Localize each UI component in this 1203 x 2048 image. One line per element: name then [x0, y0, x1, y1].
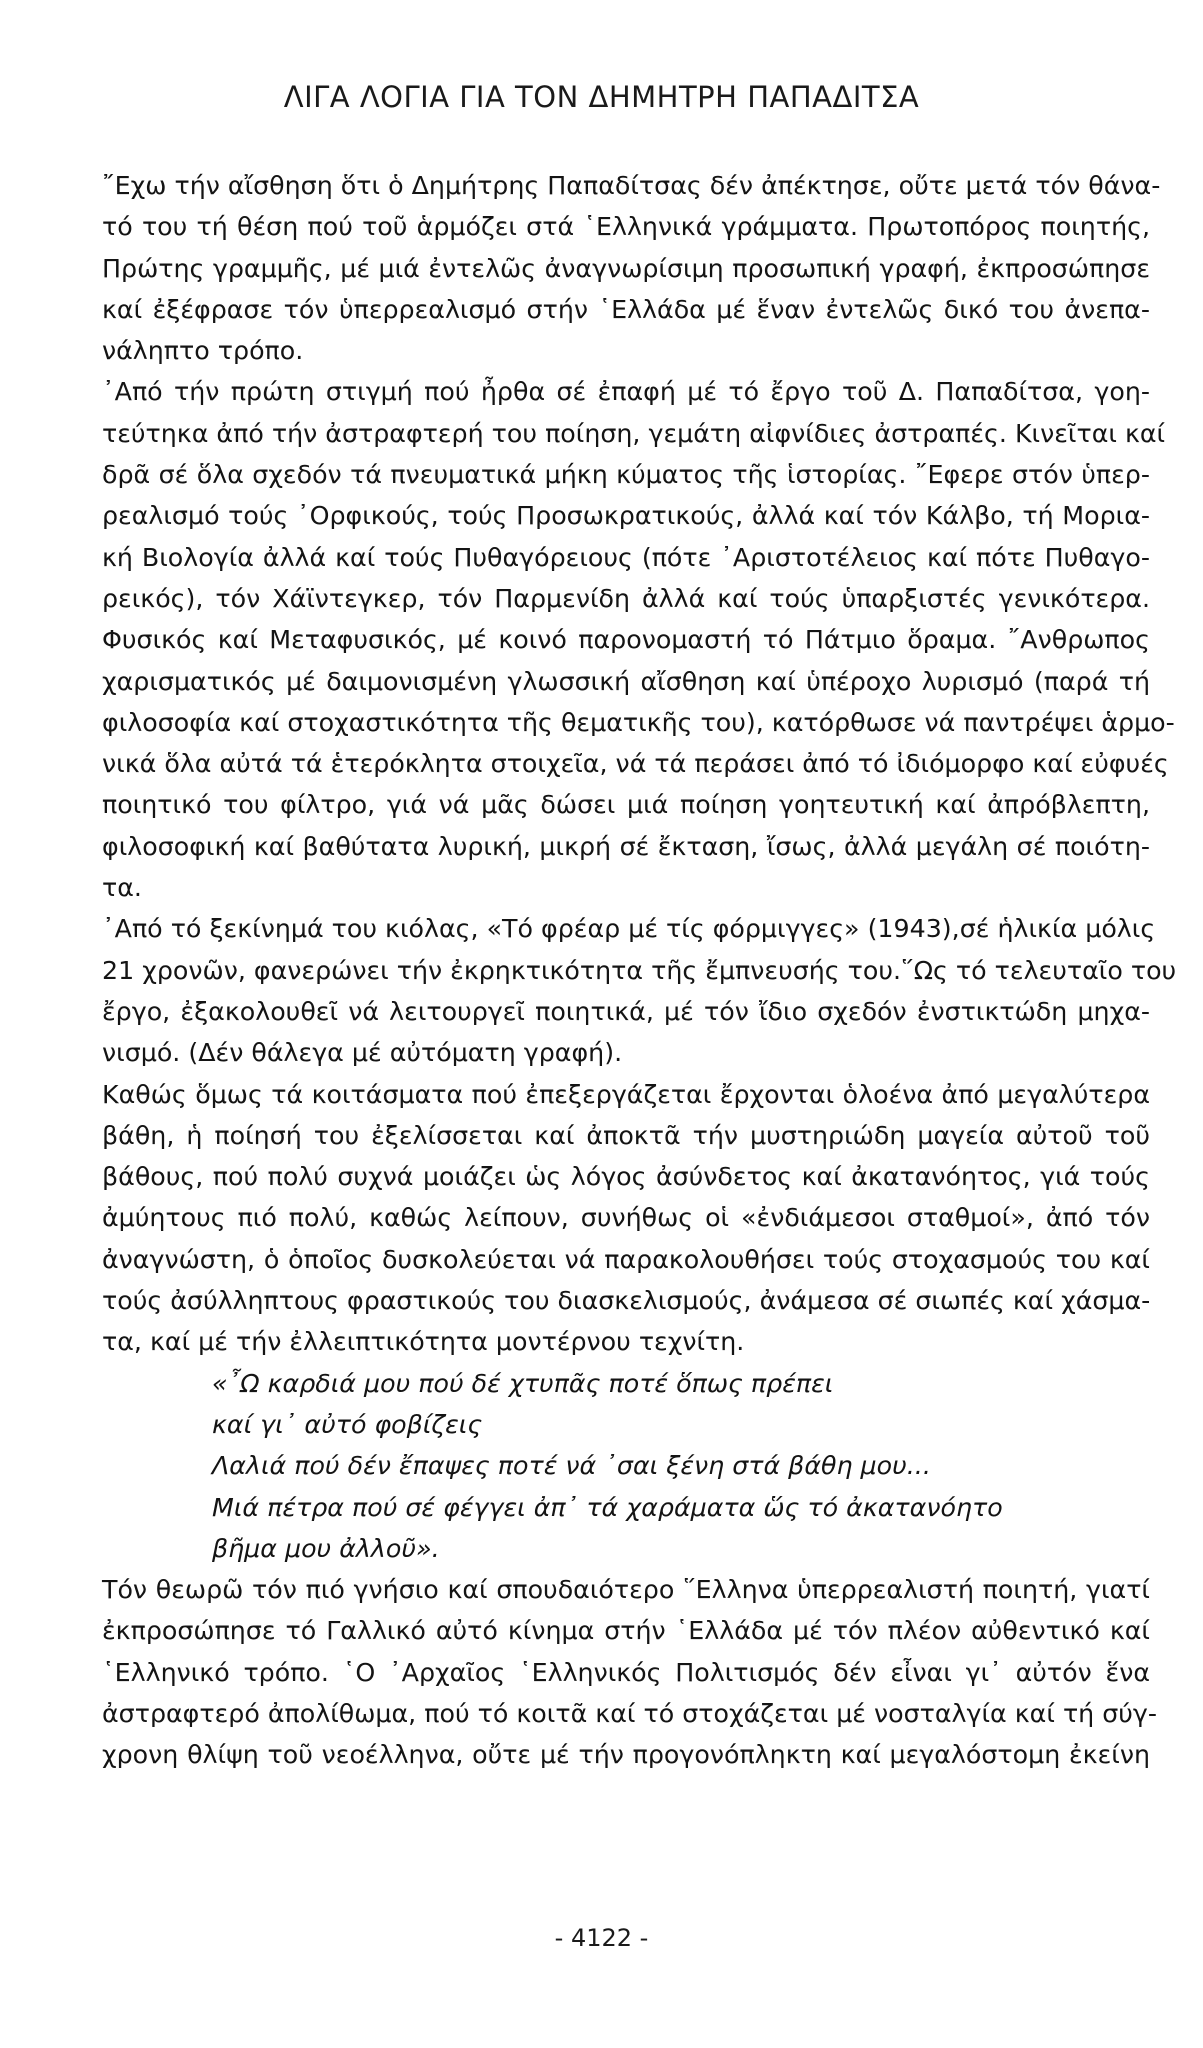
text-line: καί ἐξέφρασε τόν ὑπερρεαλισμό στήν ῾Ελλάδα μέ ἕναν ἐντελῶς δικό του ἀνεπα-: [102, 294, 1150, 324]
text-line: δρᾶ σέ ὅλα σχεδόν τά πνευματικά μήκη κύματος τῆς ἱστορίας. ῎Εφερε στόν ὑπερ-: [102, 460, 1150, 490]
article-body: [102, 165, 1177, 1776]
text-line: βάθους, πού πολύ συχνά μοιάζει ὡς λόγος ἀσύνδετος καί ἀκατανόητος, γιά τούς: [102, 1162, 1150, 1192]
text-line: ἔργο, ἐξακολουθεῖ νά λειτουργεῖ ποιητικά, μέ τόν ἴδιο σχεδόν ἐνστικτώδη μηχα-: [102, 996, 1150, 1026]
verse-line: βῆμα μου ἀλλοῦ».: [212, 1533, 440, 1563]
text-line: τούς ἀσύλληπτους φραστικούς του διασκελισμούς, ἀνάμεσα σέ σιωπές καί χάσμα-: [102, 1286, 1151, 1316]
text-line: βάθη, ἡ ποίησή του ἐξελίσσεται καί ἀποκτᾶ τήν μυστηριώδη μαγεία αὐτοῦ τοῦ: [102, 1120, 1150, 1150]
text-line: Φυσικός καί Μεταφυσικός, μέ κοινό παρονομαστή τό Πάτμιο ὅραμα. ῎Ανθρωπος: [102, 625, 1150, 655]
text-line: ρεαλισμό τούς ᾿Ορφικούς, τούς Προσωκρατικούς, ἀλλά καί τόν Κάλβο, τή Μορια-: [102, 501, 1150, 531]
text-line: φιλοσοφική καί βαθύτατα λυρική, μικρή σέ ἔκταση, ἴσως, ἀλλά μεγάλη σέ ποιότη-: [102, 831, 1150, 861]
text-line: ποιητικό του φίλτρο, γιά νά μᾶς δώσει μιά ποίηση γοητευτική καί ἀπρόβλεπτη,: [102, 790, 1150, 820]
text-line: ᾿Από τό ξεκίνημά του κιόλας, «Τό φρέαρ μέ τίς φόρμιγγες» (1943),σέ ἡλικία μόλις: [102, 914, 1156, 944]
text-line: κή Βιολογία ἀλλά καί τούς Πυθαγόρειους (πότε ᾿Αριστοτέλειος καί πότε Πυθαγο-: [102, 542, 1150, 572]
text-line: ρεικός), τόν Χάϊντεγκερ, τόν Παρμενίδη ἀλλά καί τούς ὑπαρξιστές γενικότερα.: [102, 583, 1150, 613]
text-line: χαρισματικός μέ δαιμονισμένη γλωσσική αἴσθηση καί ὑπέροχο λυρισμό (παρά τή: [102, 666, 1150, 696]
text-line: Πρώτης γραμμῆς, μέ μιά ἐντελῶς ἀναγνωρίσιμη προσωπική γραφή, ἐκπροσώπησε: [102, 253, 1150, 283]
verse-line: «῏Ω καρδιά μου πού δέ χτυπᾶς ποτέ ὅπως πρέπει: [212, 1368, 834, 1398]
verse-line: καί γι᾿ αὐτό φοβίζεις: [212, 1409, 483, 1439]
page-number: - 4122 -: [554, 1924, 649, 1952]
text-line: ἀναγνώστη, ὁ ὁποῖος δυσκολεύεται νά παρακολουθήσει τούς στοχασμούς του καί: [102, 1244, 1150, 1274]
text-line: ῎Εχω τήν αἴσθηση ὅτι ὁ Δημήτρης Παπαδίτσας δέν ἀπέκτησε, οὔτε μετά τόν θάνα-: [102, 171, 1161, 200]
text-line: χρονη θλίψη τοῦ νεοέλληνα, οὔτε μέ τήν προγονόπληκτη καί μεγαλόστομη ἐκείνη: [102, 1740, 1150, 1770]
text-line: νάληπτο τρόπο.: [102, 336, 304, 366]
text-line: 21 χρονῶν, φανερώνει τήν ἐκρηκτικότητα τῆς ἔμπνευσής του.῞Ως τό τελευταῖο του: [102, 955, 1177, 985]
text-line: νικά ὅλα αὐτά τά ἑτερόκλητα στοιχεῖα, νά τά περάσει ἀπό τό ἰδιόμορφο καί εὐφυές: [102, 749, 1169, 779]
text-line: Τόν θεωρῶ τόν πιό γνήσιο καί σπουδαιότερο ῞Ελληνα ὑπερρεαλιστή ποιητή, γιατί: [102, 1575, 1150, 1605]
verse-line: Λαλιά πού δέν ἔπαψες ποτέ νά ᾿σαι ξένη στά βάθη μου...: [212, 1451, 931, 1481]
verse-line: Μιά πέτρα πού σέ φέγγει ἀπ᾿ τά χαράματα ὥς τό ἀκατανόητο: [212, 1492, 1003, 1522]
text-line: τό του τή θέση πού τοῦ ἁρμόζει στά ῾Ελληνικά γράμματα. Πρωτοπόρος ποιητής,: [102, 212, 1150, 242]
text-line: νισμό. (Δέν θάλεγα μέ αὐτόματη γραφή).: [102, 1038, 623, 1068]
text-line: ἐκπροσώπησε τό Γαλλικό αὐτό κίνημα στήν ῾Ελλάδα μέ τόν πλέον αὐθεντικό καί: [102, 1616, 1150, 1646]
page-title: ΛΙΓΑ ΛΟΓΙΑ ΓΙΑ ΤΟΝ ΔΗΜΗΤΡΗ ΠΑΠΑΔΙΤΣΑ: [283, 80, 920, 114]
text-line: φιλοσοφία καί στοχαστικότητα τῆς θεματικῆς του), κατόρθωσε νά παντρέψει ἁρμο-: [102, 707, 1175, 737]
text-line: τεύτηκα ἀπό τήν ἀστραφτερή του ποίηση, γεμάτη αἰφνίδιες ἀστραπές. Κινεῖται καί: [102, 418, 1166, 448]
text-line: Καθώς ὅμως τά κοιτάσματα πού ἐπεξεργάζεται ἔρχονται ὁλοένα ἀπό μεγαλύτερα: [102, 1079, 1150, 1109]
text-line: ἀμύητους πιό πολύ, καθώς λείπουν, συνήθως οἱ «ἐνδιάμεσοι σταθμοί», ἀπό τόν: [102, 1203, 1150, 1233]
text-line: ἀστραφτερό ἀπολίθωμα, πού τό κοιτᾶ καί τό στοχάζεται μέ νοσταλγία καί τή σύγ-: [102, 1698, 1158, 1728]
text-line: τα, καί μέ τήν ἐλλειπτικότητα μοντέρνου τεχνίτη.: [102, 1327, 745, 1357]
text-line: τα.: [102, 873, 142, 903]
text-line: ᾿Από τήν πρώτη στιγμή πού ἦρθα σέ ἐπαφή μέ τό ἔργο τοῦ Δ. Παπαδίτσα, γοη-: [102, 377, 1150, 407]
text-line: ῾Ελληνικό τρόπο. ῾Ο ᾿Αρχαῖος ῾Ελληνικός Πολιτισμός δέν εἶναι γι᾿ αὐτόν ἕνα: [102, 1657, 1150, 1687]
